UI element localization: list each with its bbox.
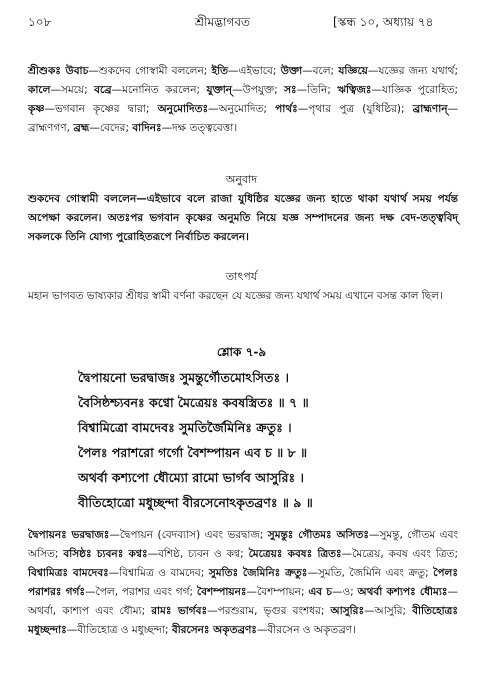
chapter-reference: [স্কন্ধ ১০, অধ্যায় ৭৪ — [333, 15, 434, 29]
synonym-meaning: —শুকদেব গোস্বামী বললেন; — [88, 65, 212, 77]
synonym-term: শ্রীশুকঃ উবাচ — [28, 65, 89, 77]
synonym-meaning: —বেদের; — [89, 122, 133, 134]
synonym-meaning: —সময়ে; — [50, 84, 95, 96]
synonym-meaning: —মৈত্রেয়, কবষ এবং ত্রিত; — [341, 548, 458, 560]
synonym-term: ব্রাহ্মণান্ — [412, 103, 448, 115]
synonym-term: এব চ — [308, 586, 332, 598]
synonym-term: বীতিহোত্রঃ মধুচ্ছন্দাঃ — [28, 605, 458, 636]
synonym-term: ব্রহ্ম — [73, 122, 90, 134]
synonym-term: অথর্বা কশ্যপঃ ধৌম্যঃ — [357, 586, 448, 598]
synonym-term: ইতি — [211, 65, 228, 77]
synonym-term: উক্তা — [280, 65, 303, 77]
synonym-term: বিশ্বামিত্রঃ বামদেবঃ — [28, 567, 109, 579]
synonym-meaning: —অনুমোদিত; — [208, 103, 276, 115]
synonym-meaning: —এইভাবে; — [227, 65, 281, 77]
verse-heading: শ্লোক ৭-৯ — [216, 345, 267, 359]
synonym-meaning: —বিশ্বামিত্র ও বামদেব; — [108, 567, 209, 579]
synonym-meaning: —দ্বৈপায়ন (বেদব্যাস) এবং ভরদ্বাজ; — [109, 529, 268, 541]
synonym-meaning: —অথর্বা, কাশ্যপ এবং ধৌম্য; — [28, 586, 459, 617]
verse-line: অথর্বা কশ্যপো ধৌম্যো রামো ভার্গব আসুরিঃ । — [78, 470, 304, 485]
synonym-meaning: —বশিষ্ঠ, চ্যবন ও কণ্ব; — [147, 548, 249, 560]
synonym-term: দ্বৈপায়নঃ ভরদ্বাজঃ — [28, 529, 110, 541]
synonym-term: কালে — [28, 84, 51, 96]
synonym-meaning: —বীরসেন ও অকৃতব্রণ। — [256, 624, 356, 636]
synonym-term: বীরসেনঃ অকৃতব্রণঃ — [171, 624, 257, 636]
synonym-meaning: —পৃথার পুত্র (যুধিষ্ঠির); — [297, 103, 413, 115]
synonym-meaning: —মনোনিত করলেন; — [111, 84, 207, 96]
synonym-meaning: —বীতিহোত্র ও মধুচ্ছন্দা; — [66, 624, 172, 636]
synonym-meaning: —ভগবান কৃষ্ণের দ্বারা; — [44, 103, 158, 115]
purport-text: মহান ভাগবত ভাষ্যকার শ্রীধর স্বামী বর্ণনা করছেন যে যজ্ঞের জন্য যথার্থ সময় এখানে বসন্ত কাল ছিল। — [28, 290, 443, 302]
synonym-term: পৈলঃ পরাশরঃ গর্গঃ — [28, 567, 458, 598]
synonym-term: আসুরিঃ — [330, 605, 365, 617]
synonym-term: সঃ — [284, 84, 297, 96]
verse-line: পৈলঃ পরাশরো গর্গো বৈশম্পায়ন এব চ ॥ ৮ ॥ — [78, 445, 308, 460]
verse-line: বীতিহোত্রো মধুচ্ছন্দা বীরসেনোঽকৃতব্রণঃ ॥ ৯ ॥ — [78, 495, 313, 510]
synonym-term: ঋত্বিজঃ — [337, 84, 372, 96]
synonym-meaning: —আসুরি; — [364, 605, 413, 617]
synonym-term: বসিষ্ঠঃ চ্যবনঃ কণ্বঃ — [63, 548, 148, 560]
synonym-term: অনুমোদিতঃ — [157, 103, 209, 115]
synonym-meaning: —ব্রাহ্মণগণ, — [28, 103, 459, 134]
synonym-term: মৈত্রেয়ঃ কবষঃ ত্রিতঃ — [248, 548, 342, 560]
synonym-term: রামঃ ভার্গবঃ — [151, 605, 208, 617]
page-number: ১০৮ — [28, 15, 52, 29]
synonym-term: যুক্তান্ — [206, 84, 233, 96]
synonym-meaning: —যাজ্ঞিক পুরোহিত; — [371, 84, 459, 96]
synonym-term: বব্রে — [94, 84, 112, 96]
synonym-meaning: —তিনি; — [296, 84, 338, 96]
synonyms-bottom — [28, 526, 458, 640]
book-title: শ্রীমদ্ভাগবত — [195, 15, 251, 29]
synonyms-top — [28, 62, 458, 138]
synonym-term: পার্থঃ — [275, 103, 298, 115]
verse-line: বৈসিষ্ঠশ্চ্যবনঃ কণ্বো মৈত্রেয়ঃ কবষস্ত্রিতঃ ॥ ৭ ॥ — [78, 395, 309, 410]
synonym-term: যজ্ঞিয়ে — [338, 65, 368, 77]
synonym-meaning: —বৈশম্পায়ন; — [246, 586, 309, 598]
verse-line: দ্বৈপায়নো ভরদ্বাজঃ সুমন্তুর্গৌতমোঽসিতঃ । — [78, 370, 289, 385]
synonym-meaning: —সুমতি, জৈমিনি এবং ক্রতু; — [307, 567, 434, 579]
verse-line: বিশ্বামিত্রো বামদেবঃ সুমতির্জৈমিনিঃ ক্রতুঃ । — [78, 420, 292, 435]
synonym-term: বাদিনঃ — [132, 122, 162, 134]
synonym-term: সুমতিঃ জৈমিনিঃ ক্রতুঃ — [208, 567, 308, 579]
synonym-term: সুমন্তুঃ গৌতমঃ অসিতঃ — [267, 529, 369, 541]
translation-text: শুকদেব গোস্বামী বললেন—এইভাবে বলে রাজা যুধিষ্ঠির যজ্ঞের জন্য হাতে থাকা যথার্থ সময় পর্যন্ত অপেক্ষা করলেন। অতঃপর ভগবান কৃষ্ণের অনুমতি নিয়ে যজ্ঞ সম্পাদনের জন্য দক্ষ বেদ-তত্ত্ববিদ্ সকলকে তিনি যোগ্য পুরোহিতরূপে নির্বাচিত করলেন। — [28, 193, 458, 243]
purport-heading: তাৎপর্য — [225, 270, 258, 283]
synonym-meaning: —পৈল, পরাশর এবং গর্গ; — [85, 586, 197, 598]
synonym-meaning: —বলে; — [302, 65, 339, 77]
synonym-meaning: —দক্ষ তত্ত্ববেত্তা। — [161, 122, 238, 134]
synonym-meaning: —সুমন্তু, গৌতম এবং অসিত; — [28, 529, 458, 560]
synonym-meaning: —ও; — [331, 586, 358, 598]
translation-heading: অনুবাদ — [225, 173, 258, 186]
synonym-meaning: —যজ্ঞের জন্য যথার্থ; — [367, 65, 459, 77]
synonym-meaning: —উপযুক্ত; — [232, 84, 285, 96]
synonym-meaning: —পরশুরাম, ভৃগুর বংশধর; — [207, 605, 331, 617]
verse-text — [78, 365, 313, 515]
synonym-term: কৃষ্ণ — [28, 103, 45, 115]
synonym-term: বৈশম্পায়নঃ — [196, 586, 247, 598]
